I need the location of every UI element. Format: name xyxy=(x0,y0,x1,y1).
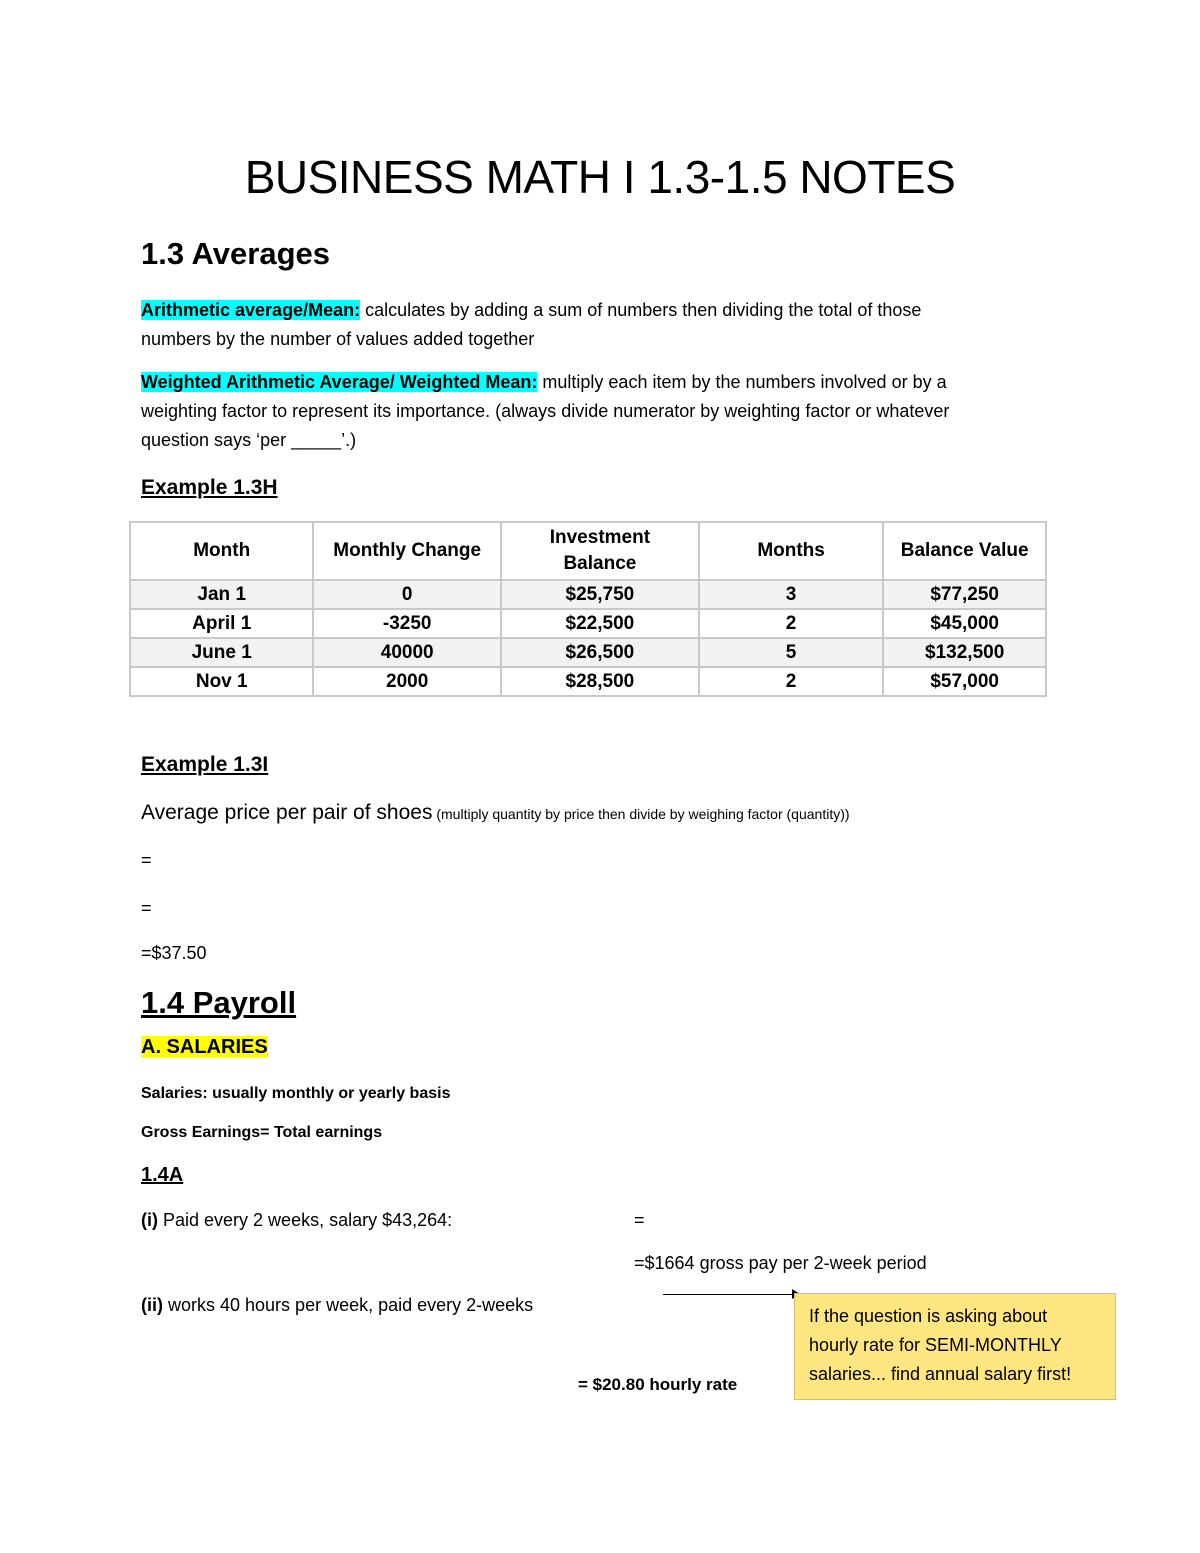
example-1-3i-heading: Example 1.3I xyxy=(141,753,269,776)
mean-definition-line-2: numbers by the number of values added together xyxy=(141,329,535,349)
item-i-label: (i) xyxy=(141,1210,158,1230)
average-price-text: Average price per pair of shoes xyxy=(141,801,433,824)
item-i-text: Paid every 2 weeks, salary $43,264: xyxy=(158,1210,453,1230)
table-row xyxy=(130,638,1046,667)
equation-line-1: = xyxy=(141,850,152,870)
item-i-line xyxy=(141,1206,452,1235)
arrow-line xyxy=(663,1294,798,1295)
table-cell: 3 xyxy=(699,580,883,609)
equation-line-2: = xyxy=(141,898,152,918)
table-cell: $77,250 xyxy=(883,580,1046,609)
item-i-result: =$1664 gross pay per 2-week period xyxy=(634,1253,927,1273)
table-row xyxy=(130,667,1046,696)
item-ii-text: works 40 hours per week, paid every 2-weeks xyxy=(163,1295,534,1315)
item-ii-result: = $20.80 hourly rate xyxy=(578,1375,738,1394)
table-header-row xyxy=(130,522,1046,580)
table-cell: 2 xyxy=(699,609,883,638)
salaries-subheading xyxy=(141,1036,268,1059)
weighted-definition-text: multiply each item by the numbers involved or by a xyxy=(537,372,947,392)
table-cell: 0 xyxy=(313,580,501,609)
table-cell: 2000 xyxy=(313,667,501,696)
table-cell: June 1 xyxy=(130,638,313,667)
average-price-line xyxy=(141,801,850,825)
column-header: Months xyxy=(699,522,883,580)
table-cell: $26,500 xyxy=(501,638,699,667)
table-cell: $25,750 xyxy=(501,580,699,609)
table-cell: 40000 xyxy=(313,638,501,667)
item-i-equals: = xyxy=(634,1210,645,1230)
column-header: Investment Balance xyxy=(501,522,699,580)
table-cell: 2 xyxy=(699,667,883,696)
table-cell: $57,000 xyxy=(883,667,1046,696)
salaries-subheading-text: A. SALARIES xyxy=(141,1036,268,1058)
item-ii-label: (ii) xyxy=(141,1295,163,1315)
table-cell: $28,500 xyxy=(501,667,699,696)
column-header: Balance Value xyxy=(883,522,1046,580)
weighted-definition-line-3: question says ‘per _____’.) xyxy=(141,430,357,450)
column-header: Monthly Change xyxy=(313,522,501,580)
table-cell: April 1 xyxy=(130,609,313,638)
table-cell: $132,500 xyxy=(883,638,1046,667)
item-ii-line xyxy=(141,1291,533,1320)
note-callout: If the question is asking about hourly rate for SEMI-MONTHLY salaries... find annual salary first! xyxy=(794,1293,1116,1400)
table-cell: $22,500 xyxy=(501,609,699,638)
average-price-note: (multiply quantity by price then divide by weighing factor (quantity)) xyxy=(432,806,850,822)
section-heading-payroll: 1.4 Payroll xyxy=(141,985,297,1020)
table-cell: 5 xyxy=(699,638,883,667)
mean-term: Arithmetic average/Mean: xyxy=(141,300,361,320)
subsection-1-4a: 1.4A xyxy=(141,1164,184,1186)
example-1-3h-heading: Example 1.3H xyxy=(141,476,278,499)
weighted-term: Weighted Arithmetic Average/ Weighted Mean: xyxy=(141,372,538,392)
mean-definition-line-1 xyxy=(141,296,921,325)
table-row xyxy=(130,609,1046,638)
table-cell: Jan 1 xyxy=(130,580,313,609)
gross-earnings-line: Gross Earnings= Total earnings xyxy=(141,1124,383,1141)
table-cell: $45,000 xyxy=(883,609,1046,638)
weighted-definition-line-2: weighting factor to represent its importance. (always divide numerator by weighting factor or whatever xyxy=(141,401,950,421)
section-heading-averages: 1.3 Averages xyxy=(141,236,330,271)
table-row xyxy=(130,580,1046,609)
weighted-definition-line-1 xyxy=(141,368,947,397)
equation-result: =$37.50 xyxy=(141,943,207,963)
mean-definition-text: calculates by adding a sum of numbers then dividing the total of those xyxy=(360,300,922,320)
table-cell: -3250 xyxy=(313,609,501,638)
salaries-basis-line: Salaries: usually monthly or yearly basis xyxy=(141,1085,451,1102)
page-title: BUSINESS MATH I 1.3-1.5 NOTES xyxy=(244,151,956,203)
investment-table xyxy=(129,521,1047,697)
column-header: Month xyxy=(130,522,313,580)
table-cell: Nov 1 xyxy=(130,667,313,696)
